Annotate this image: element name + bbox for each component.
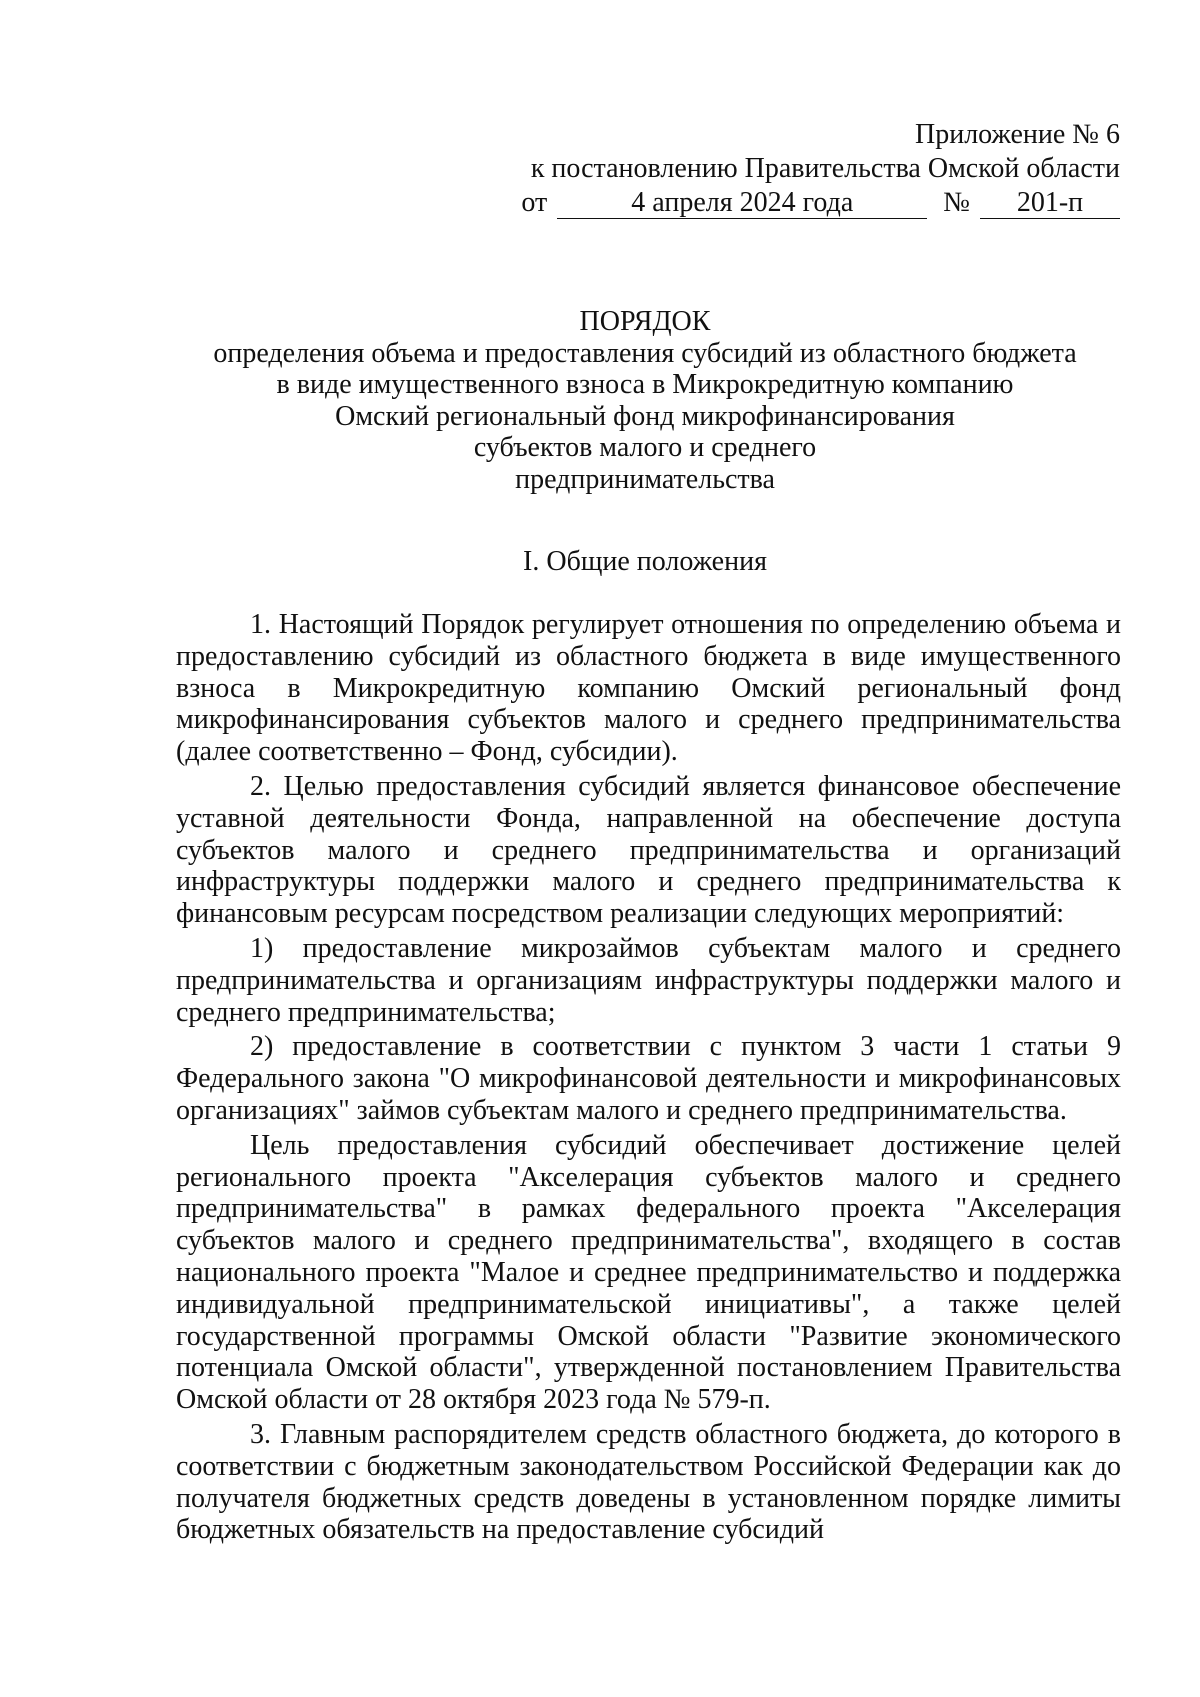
document-title — [170, 306, 1120, 495]
document-body — [176, 609, 1121, 1549]
paragraph: 2) предоставление в соответствии с пунктом 3 части 1 статьи 9 Федерального закона "О микрофинансовой деятельности и микрофинансовых организациях" займов субъектам малого и среднего предпринимательства. — [176, 1031, 1121, 1126]
title-line: субъектов малого и среднего — [473, 432, 817, 463]
resolution-line: к постановлению Правительства Омской области — [530, 153, 1120, 184]
paragraph: Цель предоставления субсидий обеспечивает достижение целей регионального проекта "Акселерация субъектов малого и среднего предпринимательства" в рамках федерального проекта "Акселерация субъектов малого и среднего предпринимательства", входящего в состав национального проекта "Малое и среднее предпринимательство и поддержка индивидуальной предпринимательской инициативы", а также целей государственной программы Омской области "Развитие экономического потенциала Омской области", утвержденной постановлением Правительства Омской области от 28 октября 2023 года № 579-п. — [176, 1129, 1121, 1416]
from-label: от — [521, 187, 548, 218]
resolution-date-number-line — [521, 186, 1120, 220]
title-line: определения объема и предоставления субсидий из областного бюджета — [213, 337, 1077, 369]
title-main: ПОРЯДОК — [579, 306, 711, 337]
title-line: предпринимательства — [515, 463, 775, 495]
resolution-number: 201-п — [980, 188, 1120, 219]
appendix-header — [521, 118, 1120, 220]
resolution-date: 4 апреля 2024 года — [557, 188, 927, 219]
paragraph: 3. Главным распорядителем средств областного бюджета, до которого в соответствии с бюджетным законодательством Российской Федерации как до получателя бюджетных средств доведены в установленном порядке лимиты бюджетных обязательств на предоставление субсидий — [176, 1418, 1121, 1546]
appendix-label: Приложение № 6 — [915, 119, 1120, 150]
section-heading: I. Общие положения — [523, 546, 767, 577]
paragraph: 2. Целью предоставления субсидий является финансовое обеспечение уставной деятельности Фонда, направленной на обеспечение доступа субъектов малого и среднего предпринимательства и организаций инфраструктуры поддержки малого и среднего предпринимательства к финансовым ресурсам посредством реализации следующих мероприятий: — [176, 770, 1121, 930]
number-sign: № — [943, 187, 970, 218]
paragraph: 1. Настоящий Порядок регулирует отношения по определению объема и предоставлению субсидий из областного бюджета в виде имущественного взноса в Микрокредитную компанию Омский региональный фонд микрофинансирования субъектов малого и среднего предпринимательства (далее соответственно – Фонд, субсидии). — [176, 609, 1121, 768]
paragraph: 1) предоставление микрозаймов субъектам малого и среднего предпринимательства и организациям инфраструктуры поддержки малого и среднего предпринимательства; — [176, 932, 1121, 1028]
title-line: в виде имущественного взноса в Микрокредитную компанию — [276, 369, 1014, 400]
title-line: Омский региональный фонд микрофинансирования — [335, 400, 955, 432]
